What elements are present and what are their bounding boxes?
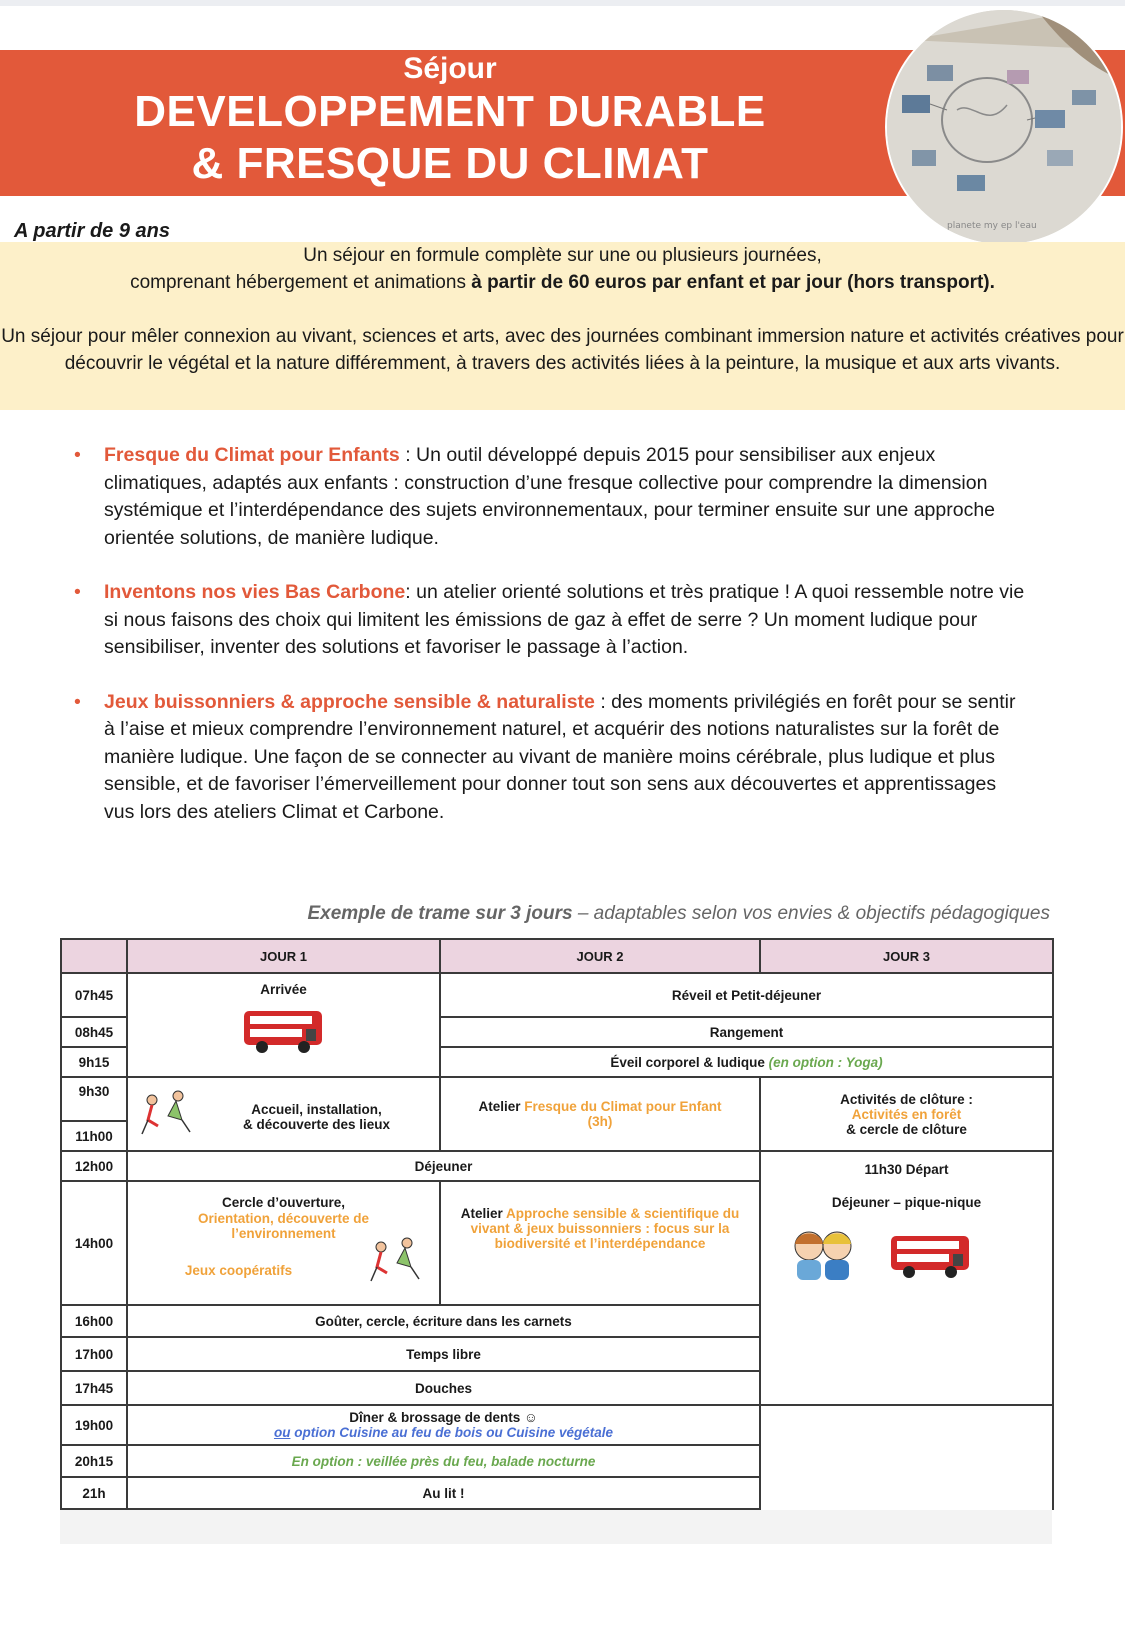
- dinner-option: option Cuisine au feu de bois ou Cuisine végétale: [290, 1425, 614, 1440]
- time-cell: 07h45: [61, 973, 127, 1017]
- time-cell: 20h15: [61, 1445, 127, 1477]
- time-cell: 16h00: [61, 1305, 127, 1337]
- day-header: JOUR 1: [127, 939, 440, 973]
- fresco-photo: [885, 8, 1123, 246]
- activity-title: Inventons nos vies Bas Carbone: [104, 581, 406, 603]
- closing-title: Activités de clôture :: [840, 1091, 973, 1107]
- atelier-prefix: Atelier: [478, 1099, 525, 1114]
- info-paragraph: Un séjour pour mêler connexion au vivant, sciences et arts, avec des journées combinant immersion nature et activités créatives pour découvrir le végétal et la nature différemment, à travers des activités liées à la peinture, la musique et aux arts vivants.: [1, 326, 1124, 374]
- wakeup-cell: Réveil et Petit-déjeuner: [440, 973, 1053, 1017]
- orientation-label: Orientation, découverte de l’environnement: [197, 1211, 370, 1241]
- activity-text: : un atelier orienté solutions et très pratique ! A quoi ressemble notre vie si nous faisons des choix qui limitent les émissions de gaz à effet de serre ? Un moment ludique pour sensibiliser, inventer des solutions et favoriser le passage à l’action.: [104, 581, 1025, 658]
- bus-icon: [242, 1007, 326, 1055]
- opening-circle: Cercle d’ouverture,: [221, 1195, 346, 1210]
- activity-item: [70, 579, 1030, 662]
- snack-cell: Goûter, cercle, écriture dans les carnets: [127, 1305, 760, 1337]
- corner-cell: [61, 939, 127, 973]
- time-cell: 19h00: [61, 1405, 127, 1445]
- dinner-or: ou: [273, 1425, 291, 1440]
- picnic-label: Déjeuner – pique-nique: [831, 1195, 982, 1210]
- activity-item: [70, 442, 1030, 552]
- nature-workshop-cell: [440, 1181, 760, 1305]
- info-line-2: [0, 269, 1125, 296]
- dinner-label: Dîner & brossage de dents ☺: [349, 1410, 538, 1425]
- time-cell: 12h00: [61, 1151, 127, 1181]
- info-line-2-bold: à partir de 60 euros par enfant et par jour (hors transport).: [471, 272, 995, 293]
- dinner-cell: [127, 1405, 760, 1445]
- welcome-line-2: & découverte des lieux: [242, 1117, 391, 1132]
- caption-rest: – adaptables selon vos envies & objectifs pédagogiques: [572, 903, 1050, 924]
- time-cell: 08h45: [61, 1017, 127, 1047]
- departure-label: 11h30 Départ: [864, 1162, 949, 1177]
- time-cell: 17h00: [61, 1337, 127, 1371]
- activity-text: : des moments privilégiés en forêt pour se sentir à l’aise et mieux comprendre l’environnement naturel, et acquérir des notions naturalistes sur la forêt de manière ludique. Une façon de se connecter au vivant de manière moins cérébrale, plus ludique et plus sensible, et de favoriser l’émerveillement pour donner tout son sens aux découvertes et apprentissages vus lors des ateliers Climat et Carbone.: [104, 690, 1016, 823]
- arrival-cell: [127, 973, 440, 1077]
- fresque-cell: [440, 1077, 760, 1151]
- activity-item: [70, 689, 1030, 827]
- time-cell: 9h15: [61, 1047, 127, 1077]
- departure-cell: [760, 1151, 1053, 1405]
- day-header: JOUR 2: [440, 939, 760, 973]
- schedule-table: [60, 938, 1054, 1510]
- warmup-option: (en option : Yoga): [768, 1054, 883, 1070]
- closing-cell: [760, 1077, 1053, 1151]
- activity-title: Jeux buissonniers & approche sensible & naturaliste: [104, 690, 595, 713]
- day-header: JOUR 3: [760, 939, 1053, 973]
- title-line-2: & FRESQUE DU CLIMAT: [191, 139, 709, 188]
- closing-forest: Activités en forêt: [851, 1106, 962, 1122]
- activity-list: [70, 442, 1030, 853]
- kids-playing-icon: [367, 1233, 425, 1291]
- caption-bold: Exemple de trame sur 3 jours: [307, 903, 573, 924]
- warmup-cell: [440, 1047, 1053, 1077]
- bullet-icon: •: [74, 690, 81, 713]
- welcome-text: [202, 1102, 431, 1132]
- time-cell: 11h00: [61, 1121, 127, 1151]
- evening-option-cell: En option : veillée près du feu, balade nocturne: [127, 1445, 760, 1477]
- info-line-1: Un séjour en formule complète sur une ou plusieurs journées,: [303, 245, 822, 266]
- opening-cell: [127, 1181, 440, 1305]
- sejour-label: Séjour: [403, 52, 497, 85]
- atelier-prefix: Atelier: [460, 1206, 506, 1221]
- fresque-duration: (3h): [587, 1114, 613, 1129]
- free-time-cell: Temps libre: [127, 1337, 760, 1371]
- time-cell: 14h00: [61, 1181, 127, 1305]
- warmup-label: Éveil corporel & ludique: [610, 1054, 769, 1070]
- fresco-photo-illustration: [887, 10, 1121, 244]
- bullet-icon: •: [74, 581, 81, 603]
- time-cell: 9h30: [61, 1077, 127, 1121]
- coop-games-label: Jeux coopératifs: [184, 1263, 293, 1278]
- bullet-icon: •: [74, 444, 81, 466]
- schedule-caption: [0, 903, 1050, 925]
- title-line-1: DEVELOPPEMENT DURABLE: [134, 87, 766, 136]
- arrival-label: Arrivée: [260, 982, 307, 997]
- fresque-label: Fresque du Climat pour Enfant: [524, 1099, 722, 1114]
- time-cell: 21h: [61, 1477, 127, 1509]
- closing-circle: & cercle de clôture: [846, 1121, 967, 1137]
- welcome-cell: [127, 1077, 440, 1151]
- banner-title: [0, 50, 900, 190]
- welcome-line-1: Accueil, installation,: [251, 1102, 382, 1117]
- photo-handwriting: planete my ep l'eau: [947, 221, 1037, 231]
- activity-text: : Un outil développé depuis 2015 pour sensibiliser aux enjeux climatiques, adaptés aux enfants : construction d’une fresque collective pour comprendre la dimension systémique et l’interdépendance des sujets environnementaux, pour terminer ensuite sur une approche orientée solutions, de manière ludique.: [104, 444, 996, 549]
- time-cell: 17h45: [61, 1371, 127, 1405]
- nature-workshop-label: Approche sensible & scientifique du vivant & jeux buissonniers : focus sur la biodiversité et l’interdépendance: [470, 1206, 740, 1251]
- bus-icon: [889, 1232, 973, 1280]
- kids-playing-icon: [138, 1086, 196, 1144]
- activity-title: Fresque du Climat pour Enfants: [104, 444, 400, 466]
- tidy-cell: Rangement: [440, 1017, 1053, 1047]
- schedule-table-wrap: [60, 938, 1052, 1544]
- age-label: A partir de 9 ans: [14, 220, 170, 242]
- children-icon: [789, 1224, 859, 1284]
- top-rule: [0, 0, 1125, 6]
- bedtime-cell: Au lit !: [127, 1477, 760, 1509]
- info-line-2-plain: comprenant hébergement et animations: [130, 272, 472, 293]
- lunch-cell: Déjeuner: [127, 1151, 760, 1181]
- shower-cell: Douches: [127, 1371, 760, 1405]
- info-box: [0, 242, 1125, 410]
